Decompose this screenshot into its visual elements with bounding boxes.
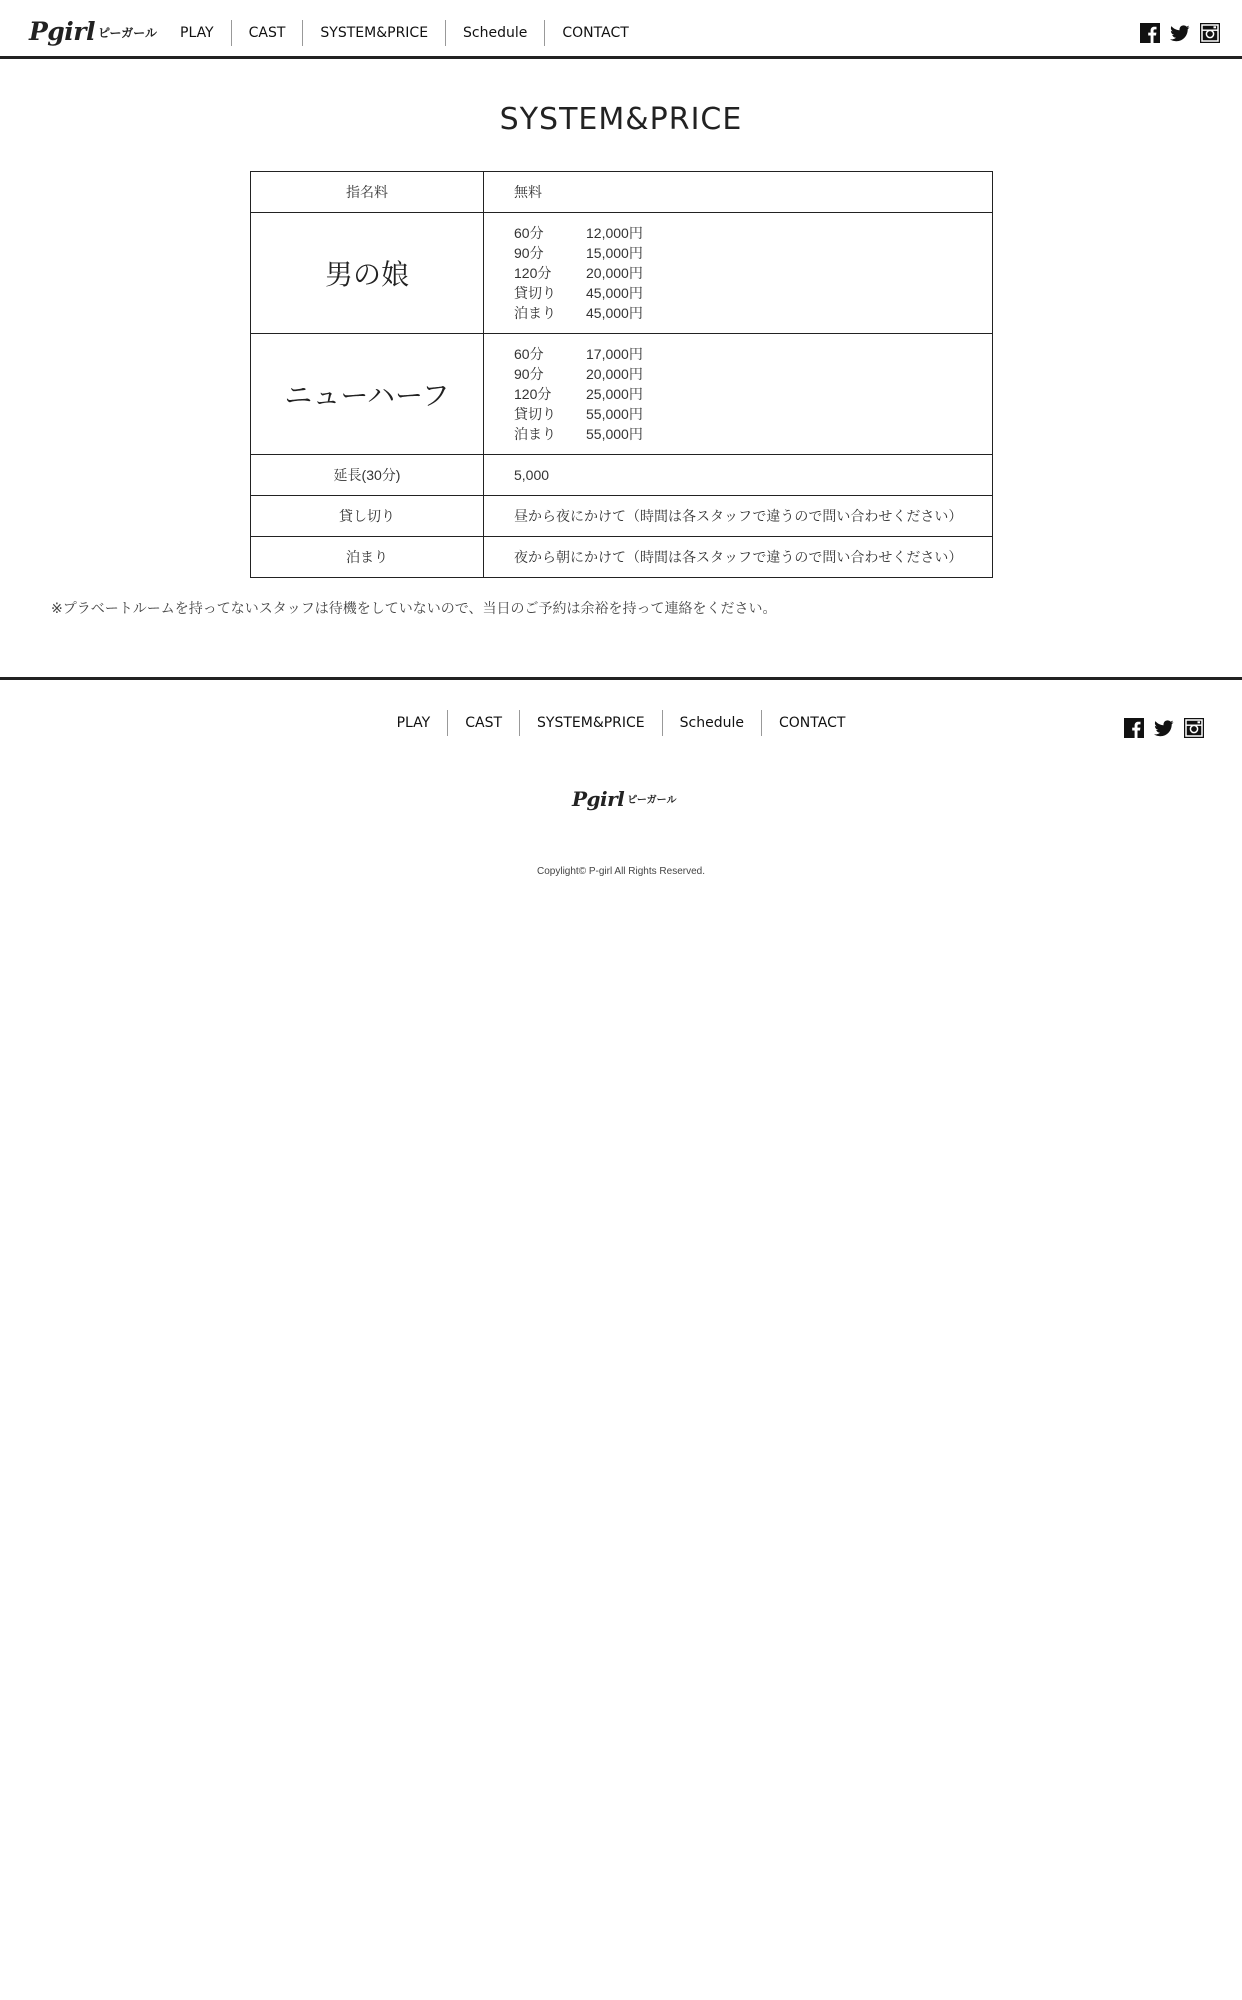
price-amount: 55,000円 <box>586 406 643 422</box>
table-row <box>251 496 993 537</box>
price-line <box>514 384 992 404</box>
footer-nav-item-schedule[interactable]: Schedule <box>662 710 761 736</box>
price-list-newhalf <box>484 334 993 455</box>
row-label-newhalf <box>251 334 484 455</box>
footer-social-links <box>1124 718 1204 738</box>
price-amount: 20,000円 <box>586 366 643 382</box>
table-row <box>251 213 993 334</box>
site-header <box>0 0 1242 59</box>
instagram-icon[interactable] <box>1200 23 1220 43</box>
price-line <box>514 243 992 263</box>
price-line <box>514 263 992 283</box>
price-line <box>514 404 992 424</box>
price-amount: 12,000円 <box>586 225 643 241</box>
twitter-icon[interactable] <box>1154 718 1174 738</box>
row-label-nomination: 指名料 <box>251 172 484 213</box>
main-nav <box>163 20 646 46</box>
price-amount: 15,000円 <box>586 245 643 261</box>
nav-item-system-price[interactable]: SYSTEM&PRICE <box>302 20 445 46</box>
price-duration: 泊まり <box>514 426 556 442</box>
price-duration: 60分 <box>514 225 544 241</box>
price-amount: 20,000円 <box>586 265 643 281</box>
logo-katakana: ピーガール <box>97 26 157 40</box>
price-duration: 泊まり <box>514 305 556 321</box>
page-title: SYSTEM&PRICE <box>499 102 743 137</box>
price-duration: 120分 <box>514 265 552 281</box>
price-duration: 貸切り <box>514 285 556 301</box>
twitter-icon[interactable] <box>1170 23 1190 43</box>
instagram-icon[interactable] <box>1184 718 1204 738</box>
footer-logo[interactable] <box>572 788 676 810</box>
price-amount: 25,000円 <box>586 386 643 402</box>
table-row <box>251 172 993 213</box>
row-value-charter: 昼から夜にかけて（時間は各スタッフで違うので問い合わせください） <box>484 496 993 537</box>
price-duration: 120分 <box>514 386 552 402</box>
copyright: Copylight© P-girl All Rights Reserved. <box>537 866 705 877</box>
price-amount: 45,000円 <box>586 305 643 321</box>
footer-nav <box>0 710 1242 736</box>
row-label-charter: 貸し切り <box>251 496 484 537</box>
facebook-icon[interactable] <box>1140 23 1160 43</box>
row-value-nomination: 無料 <box>484 172 993 213</box>
price-amount: 55,000円 <box>586 426 643 442</box>
footer-divider <box>0 677 1242 680</box>
table-row <box>251 455 993 496</box>
footer-nav-item-contact[interactable]: CONTACT <box>761 710 862 736</box>
table-row <box>251 537 993 578</box>
footer-nav-item-system-price[interactable]: SYSTEM&PRICE <box>519 710 662 736</box>
price-amount: 17,000円 <box>586 346 643 362</box>
footer-nav-item-cast[interactable]: CAST <box>447 710 519 736</box>
price-duration: 90分 <box>514 366 544 382</box>
nav-item-contact[interactable]: CONTACT <box>544 20 645 46</box>
footer-logo-katakana: ピーガール <box>627 795 677 806</box>
facebook-icon[interactable] <box>1124 718 1144 738</box>
footer-nav-item-play[interactable]: PLAY <box>396 715 431 731</box>
price-list-otokonoko <box>484 213 993 334</box>
price-duration: 60分 <box>514 346 544 362</box>
logo-wordmark: Pgirl <box>29 17 95 46</box>
footer-logo-wordmark: Pgirl <box>572 787 625 811</box>
row-label-extension: 延長(30分) <box>251 455 484 496</box>
price-amount: 45,000円 <box>586 285 643 301</box>
table-row <box>251 334 993 455</box>
price-line <box>514 303 992 323</box>
price-line <box>514 344 992 364</box>
nav-item-schedule[interactable]: Schedule <box>445 20 544 46</box>
nav-item-play[interactable]: PLAY <box>180 25 214 41</box>
row-value-extension: 5,000 <box>484 455 993 496</box>
price-duration: 90分 <box>514 245 544 261</box>
social-links <box>1140 23 1220 43</box>
price-table <box>250 171 993 578</box>
row-label-overnight: 泊まり <box>251 537 484 578</box>
nav-item-cast[interactable]: CAST <box>231 20 303 46</box>
row-label-otokonoko <box>251 213 484 334</box>
category-otokonoko: 男の娘 <box>324 259 409 290</box>
price-line <box>514 424 992 444</box>
price-line <box>514 223 992 243</box>
price-duration: 貸切り <box>514 406 556 422</box>
site-logo[interactable] <box>29 16 157 46</box>
category-newhalf: ニューハーフ <box>284 380 450 411</box>
reservation-note: ※プラベートルームを持ってないスタッフは待機をしていないので、当日のご予約は余裕を持って連絡をください。 <box>51 600 777 616</box>
price-line <box>514 364 992 384</box>
price-line <box>514 283 992 303</box>
row-value-overnight: 夜から朝にかけて（時間は各スタッフで違うので問い合わせください） <box>484 537 993 578</box>
